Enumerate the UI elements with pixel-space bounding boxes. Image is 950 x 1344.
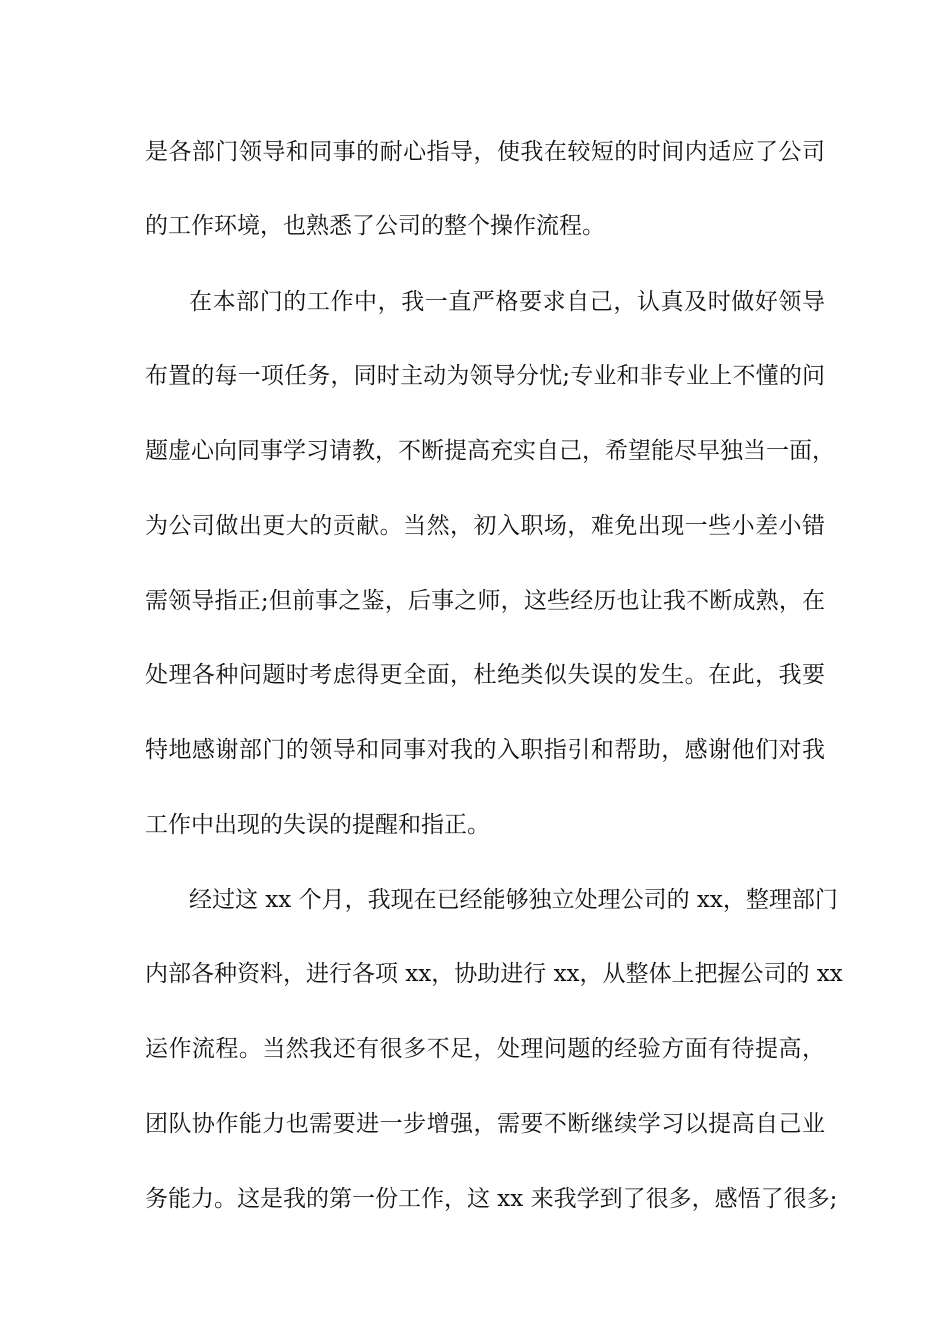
text-line: 内部各种资料，进行各项 xx，协助进行 xx，从整体上把握公司的 xx	[145, 961, 843, 987]
text-line: 特地感谢部门的领导和同事对我的入职指引和帮助，感谢他们对我	[145, 737, 825, 763]
text-line: 需领导指正;但前事之鉴，后事之师，这些经历也让我不断成熟，在	[145, 588, 825, 614]
text-line: 团队协作能力也需要进一步增强，需要不断继续学习以提高自己业	[145, 1111, 825, 1137]
paragraph-first-line: 在本部门的工作中，我一直严格要求自己，认真及时做好领导	[189, 289, 825, 315]
text-line: 的工作环境，也熟悉了公司的整个操作流程。	[145, 213, 605, 239]
text-line: 是各部门领导和同事的耐心指导，使我在较短的时间内适应了公司	[145, 139, 825, 165]
text-line: 务能力。这是我的第一份工作，这 xx 来我学到了很多，感悟了很多;	[145, 1186, 838, 1212]
text-line: 为公司做出更大的贡献。当然，初入职场，难免出现一些小差小错	[145, 513, 825, 539]
text-line: 布置的每一项任务，同时主动为领导分忧;专业和非专业上不懂的问	[145, 363, 825, 389]
text-line: 运作流程。当然我还有很多不足，处理问题的经验方面有待提高，	[145, 1036, 825, 1062]
text-line: 题虚心向同事学习请教，不断提高充实自己，希望能尽早独当一面，	[145, 438, 835, 464]
text-line: 工作中出现的失误的提醒和指正。	[145, 812, 490, 838]
text-line: 处理各种问题时考虑得更全面，杜绝类似失误的发生。在此，我要	[145, 662, 825, 688]
paragraph-first-line: 经过这 xx 个月，我现在已经能够独立处理公司的 xx，整理部门	[189, 887, 838, 913]
